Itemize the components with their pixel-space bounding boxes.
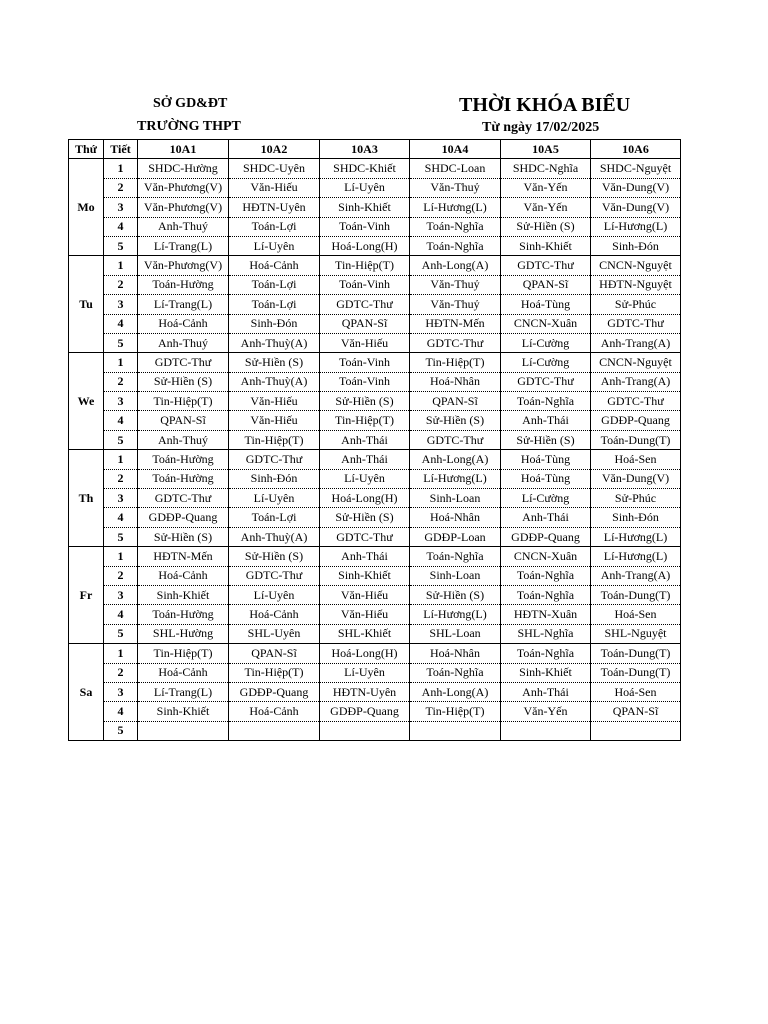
subject-cell: Sinh-Khiết — [138, 585, 229, 604]
table-row — [69, 682, 681, 701]
subject-cell: Tin-Hiệp(T) — [410, 702, 501, 721]
subject-cell: Hoá-Cảnh — [229, 605, 320, 624]
subject-cell: Sinh-Loan — [410, 566, 501, 585]
subject-cell: Hoá-Tùng — [501, 469, 591, 488]
subject-cell: GDĐP-Quang — [229, 682, 320, 701]
date-range: Từ ngày 17/02/2025 — [482, 120, 600, 135]
subject-cell: Lí-Trang(L) — [138, 682, 229, 701]
subject-cell: GDTC-Thư — [138, 353, 229, 372]
table-row — [69, 469, 681, 488]
subject-cell: Hoá-Nhân — [410, 508, 501, 527]
table-row — [69, 547, 681, 566]
subject-cell: Toán-Nghĩa — [501, 392, 591, 411]
table-row — [69, 527, 681, 546]
subject-cell: Hoá-Nhân — [410, 372, 501, 391]
period-cell: 5 — [104, 236, 138, 255]
subject-cell: SHL-Khiết — [320, 624, 410, 643]
day-cell: Sa — [69, 644, 104, 741]
table-row — [69, 489, 681, 508]
subject-cell: Sinh-Khiết — [320, 198, 410, 217]
subject-cell: Toán-Hường — [138, 605, 229, 624]
subject-cell: Lí-Hương(L) — [591, 547, 681, 566]
subject-cell: Lí-Hương(L) — [591, 527, 681, 546]
subject-cell: Văn-Dung(V) — [591, 469, 681, 488]
table-row — [69, 663, 681, 682]
subject-cell: Anh-Long(A) — [410, 682, 501, 701]
table-row — [69, 624, 681, 643]
subject-cell: Văn-Hiếu — [320, 605, 410, 624]
subject-cell: Lí-Cường — [501, 489, 591, 508]
subject-cell: Sử-Hiền (S) — [410, 411, 501, 430]
subject-cell: GDTC-Thư — [229, 450, 320, 469]
subject-cell: Anh-Thuỳ(A) — [229, 527, 320, 546]
subject-cell: GDĐP-Loan — [410, 527, 501, 546]
subject-cell: Anh-Thái — [501, 508, 591, 527]
subject-cell: HĐTN-Mến — [138, 547, 229, 566]
subject-cell: HĐTN-Xuân — [501, 605, 591, 624]
subject-cell: Anh-Thái — [320, 450, 410, 469]
subject-cell: Tin-Hiệp(T) — [320, 256, 410, 275]
table-row — [69, 314, 681, 333]
subject-cell: Lí-Uyên — [320, 663, 410, 682]
period-cell: 4 — [104, 508, 138, 527]
subject-cell: GDTC-Thư — [320, 527, 410, 546]
subject-cell: Văn-Phương(V) — [138, 198, 229, 217]
subject-cell: Hoá-Sen — [591, 605, 681, 624]
period-cell: 1 — [104, 353, 138, 372]
subject-cell: Tin-Hiệp(T) — [229, 663, 320, 682]
subject-cell: Văn-Thuỷ — [410, 275, 501, 294]
subject-cell: Toán-Lợi — [229, 217, 320, 236]
period-cell: 1 — [104, 256, 138, 275]
subject-cell: GDTC-Thư — [320, 295, 410, 314]
col-header-10a2: 10A2 — [229, 140, 320, 159]
subject-cell: Anh-Thuý — [138, 430, 229, 449]
period-cell: 2 — [104, 275, 138, 294]
table-row — [69, 392, 681, 411]
subject-cell: Sinh-Khiết — [138, 702, 229, 721]
subject-cell: Hoá-Sen — [591, 450, 681, 469]
subject-cell: CNCN-Xuân — [501, 547, 591, 566]
subject-cell: HĐTN-Uyên — [320, 682, 410, 701]
subject-cell: Lí-Hương(L) — [410, 605, 501, 624]
subject-cell: Lí-Trang(L) — [138, 295, 229, 314]
subject-cell: Sử-Hiền (S) — [501, 217, 591, 236]
table-row — [69, 256, 681, 275]
period-cell: 5 — [104, 624, 138, 643]
subject-cell: Toán-Lợi — [229, 508, 320, 527]
subject-cell: SHL-Hường — [138, 624, 229, 643]
subject-cell: Tin-Hiệp(T) — [138, 644, 229, 663]
subject-cell: Anh-Thái — [320, 430, 410, 449]
subject-cell: Toán-Lợi — [229, 275, 320, 294]
subject-cell: Toán-Nghĩa — [501, 585, 591, 604]
subject-cell: Văn-Hiếu — [229, 392, 320, 411]
subject-cell: SHDC-Khiết — [320, 159, 410, 178]
subject-cell: Hoá-Tùng — [501, 450, 591, 469]
subject-cell: Hoá-Cảnh — [229, 702, 320, 721]
subject-cell: CNCN-Nguyệt — [591, 353, 681, 372]
subject-cell: Anh-Thái — [501, 682, 591, 701]
subject-cell: Sử-Hiền (S) — [138, 372, 229, 391]
subject-cell: Văn-Phương(V) — [138, 256, 229, 275]
subject-cell: Lí-Hương(L) — [410, 469, 501, 488]
period-cell: 3 — [104, 489, 138, 508]
subject-cell: GDTC-Thư — [229, 566, 320, 585]
page-title: THỜI KHÓA BIỂU — [459, 94, 631, 116]
subject-cell: Lí-Uyên — [229, 585, 320, 604]
subject-cell: Toán-Hường — [138, 450, 229, 469]
subject-cell: Văn-Dung(V) — [591, 198, 681, 217]
subject-cell: Toán-Dung(T) — [591, 663, 681, 682]
subject-cell: Anh-Trang(A) — [591, 333, 681, 352]
subject-cell: SHDC-Loan — [410, 159, 501, 178]
subject-cell: Anh-Thái — [501, 411, 591, 430]
subject-cell: Toán-Nghĩa — [501, 566, 591, 585]
subject-cell: CNCN-Nguyệt — [591, 256, 681, 275]
subject-cell: GDĐP-Quang — [138, 508, 229, 527]
subject-cell: HĐTN-Mến — [410, 314, 501, 333]
subject-cell: QPAN-Sĩ — [320, 314, 410, 333]
subject-cell: QPAN-Sĩ — [229, 644, 320, 663]
subject-cell: SHDC-Nguyệt — [591, 159, 681, 178]
subject-cell: Anh-Trang(A) — [591, 372, 681, 391]
subject-cell: Toán-Dung(T) — [591, 430, 681, 449]
table-row — [69, 353, 681, 372]
subject-cell: Sử-Hiền (S) — [501, 430, 591, 449]
period-cell: 2 — [104, 566, 138, 585]
subject-cell: Sử-Hiền (S) — [320, 508, 410, 527]
table-row — [69, 585, 681, 604]
subject-cell: Sử-Hiền (S) — [320, 392, 410, 411]
subject-cell: Toán-Vinh — [320, 372, 410, 391]
subject-cell: Tin-Hiệp(T) — [229, 430, 320, 449]
subject-cell: Hoá-Long(H) — [320, 489, 410, 508]
subject-cell: Văn-Phương(V) — [138, 178, 229, 197]
timetable — [68, 139, 681, 741]
subject-cell: Lí-Uyên — [320, 178, 410, 197]
subject-cell: SHL-Nguyệt — [591, 624, 681, 643]
subject-cell: Sinh-Khiết — [501, 663, 591, 682]
subject-cell: Lí-Uyên — [229, 236, 320, 255]
col-header-10a4: 10A4 — [410, 140, 501, 159]
col-header-10a5: 10A5 — [501, 140, 591, 159]
subject-cell: Sử-Hiền (S) — [229, 547, 320, 566]
subject-cell: Văn-Yến — [501, 702, 591, 721]
subject-cell: Hoá-Cảnh — [138, 566, 229, 585]
subject-cell: Tin-Hiệp(T) — [138, 392, 229, 411]
subject-cell: SHL-Uyên — [229, 624, 320, 643]
table-row — [69, 217, 681, 236]
subject-cell: SHL-Loan — [410, 624, 501, 643]
subject-cell: GDTC-Thư — [591, 314, 681, 333]
subject-cell: Hoá-Cảnh — [138, 663, 229, 682]
subject-cell: Toán-Vinh — [320, 217, 410, 236]
day-cell: We — [69, 353, 104, 450]
subject-cell: Sinh-Đón — [591, 236, 681, 255]
day-cell: Th — [69, 450, 104, 547]
period-cell: 5 — [104, 721, 138, 740]
period-cell: 1 — [104, 547, 138, 566]
subject-cell: Toán-Hường — [138, 275, 229, 294]
subject-cell: Toán-Nghĩa — [501, 644, 591, 663]
subject-cell: Tin-Hiệp(T) — [320, 411, 410, 430]
col-header-10a6: 10A6 — [591, 140, 681, 159]
subject-cell: Toán-Vinh — [320, 275, 410, 294]
subject-cell: Toán-Nghĩa — [410, 663, 501, 682]
table-row — [69, 372, 681, 391]
subject-cell: GDTC-Thư — [501, 256, 591, 275]
subject-cell: GDĐP-Quang — [591, 411, 681, 430]
subject-cell: Sinh-Đón — [229, 469, 320, 488]
subject-cell: Anh-Trang(A) — [591, 566, 681, 585]
period-cell: 1 — [104, 450, 138, 469]
subject-cell: SHL-Nghĩa — [501, 624, 591, 643]
subject-cell — [410, 721, 501, 740]
subject-cell: Toán-Lợi — [229, 295, 320, 314]
subject-cell: Hoá-Cảnh — [138, 314, 229, 333]
period-cell: 4 — [104, 314, 138, 333]
subject-cell: Sinh-Đón — [591, 508, 681, 527]
table-row — [69, 236, 681, 255]
subject-cell: Toán-Nghĩa — [410, 547, 501, 566]
table-row — [69, 198, 681, 217]
subject-cell: Sinh-Loan — [410, 489, 501, 508]
header-row — [69, 140, 681, 159]
subject-cell: Văn-Thuỷ — [410, 295, 501, 314]
subject-cell: GDTC-Thư — [591, 392, 681, 411]
subject-cell: Văn-Hiếu — [320, 333, 410, 352]
subject-cell: Tin-Hiệp(T) — [410, 353, 501, 372]
subject-cell: Văn-Hiếu — [229, 411, 320, 430]
subject-cell: GDTC-Thư — [138, 489, 229, 508]
subject-cell: Lí-Trang(L) — [138, 236, 229, 255]
subject-cell: GDTC-Thư — [501, 372, 591, 391]
subject-cell: Hoá-Sen — [591, 682, 681, 701]
subject-cell: Hoá-Tùng — [501, 295, 591, 314]
subject-cell — [229, 721, 320, 740]
subject-cell: GDĐP-Quang — [501, 527, 591, 546]
subject-cell: Anh-Thuỳ(A) — [229, 333, 320, 352]
period-cell: 3 — [104, 198, 138, 217]
subject-cell — [138, 721, 229, 740]
subject-cell: QPAN-Sĩ — [501, 275, 591, 294]
period-cell: 3 — [104, 392, 138, 411]
subject-cell: Hoá-Nhân — [410, 644, 501, 663]
subject-cell: Toán-Dung(T) — [591, 585, 681, 604]
subject-cell: Văn-Hiếu — [320, 585, 410, 604]
period-cell: 4 — [104, 411, 138, 430]
department-label: SỞ GD&ĐT — [153, 96, 228, 111]
subject-cell: Toán-Vinh — [320, 353, 410, 372]
subject-cell: Hoá-Cảnh — [229, 256, 320, 275]
subject-cell: GDĐP-Quang — [320, 702, 410, 721]
subject-cell: SHDC-Uyên — [229, 159, 320, 178]
school-label: TRƯỜNG THPT — [137, 119, 241, 134]
period-cell: 2 — [104, 469, 138, 488]
table-row — [69, 450, 681, 469]
subject-cell: GDTC-Thư — [410, 333, 501, 352]
subject-cell: SHDC-Hường — [138, 159, 229, 178]
table-row — [69, 430, 681, 449]
table-row — [69, 411, 681, 430]
day-cell: Mo — [69, 159, 104, 256]
table-row — [69, 702, 681, 721]
subject-cell: Lí-Hương(L) — [591, 217, 681, 236]
subject-cell: Anh-Thuý — [138, 333, 229, 352]
period-cell: 1 — [104, 644, 138, 663]
period-cell: 3 — [104, 585, 138, 604]
period-cell: 5 — [104, 333, 138, 352]
period-cell: 2 — [104, 178, 138, 197]
subject-cell: Lí-Cường — [501, 333, 591, 352]
subject-cell: Hoá-Long(H) — [320, 236, 410, 255]
day-cell: Tu — [69, 256, 104, 353]
table-row — [69, 508, 681, 527]
subject-cell: Văn-Yến — [501, 198, 591, 217]
col-header-10a3: 10A3 — [320, 140, 410, 159]
table-row — [69, 295, 681, 314]
subject-cell: Anh-Thuỳ(A) — [229, 372, 320, 391]
subject-cell: Sinh-Khiết — [320, 566, 410, 585]
subject-cell: QPAN-Sĩ — [591, 702, 681, 721]
subject-cell: Anh-Thái — [320, 547, 410, 566]
subject-cell: Văn-Yến — [501, 178, 591, 197]
period-cell: 3 — [104, 682, 138, 701]
table-row — [69, 275, 681, 294]
subject-cell: Lí-Uyên — [229, 489, 320, 508]
period-cell: 4 — [104, 702, 138, 721]
subject-cell: Toán-Nghĩa — [410, 217, 501, 236]
table-row — [69, 721, 681, 740]
table-row — [69, 333, 681, 352]
subject-cell: Lí-Uyên — [320, 469, 410, 488]
col-header-10a1: 10A1 — [138, 140, 229, 159]
period-cell: 4 — [104, 217, 138, 236]
table-row — [69, 644, 681, 663]
subject-cell: Anh-Long(A) — [410, 450, 501, 469]
subject-cell: HĐTN-Nguyệt — [591, 275, 681, 294]
subject-cell: Lí-Cường — [501, 353, 591, 372]
subject-cell: Toán-Hường — [138, 469, 229, 488]
subject-cell: CNCN-Xuân — [501, 314, 591, 333]
table-row — [69, 178, 681, 197]
col-header-day: Thứ — [69, 140, 104, 159]
period-cell: 3 — [104, 295, 138, 314]
subject-cell: Sử-Hiền (S) — [410, 585, 501, 604]
subject-cell — [591, 721, 681, 740]
subject-cell: Sinh-Đón — [229, 314, 320, 333]
subject-cell: SHDC-Nghĩa — [501, 159, 591, 178]
period-cell: 5 — [104, 430, 138, 449]
subject-cell: Toán-Nghĩa — [410, 236, 501, 255]
subject-cell: Anh-Thuý — [138, 217, 229, 236]
subject-cell: Hoá-Long(H) — [320, 644, 410, 663]
table-row — [69, 605, 681, 624]
subject-cell: Sử-Hiền (S) — [229, 353, 320, 372]
day-cell: Fr — [69, 547, 104, 644]
subject-cell: Sinh-Khiết — [501, 236, 591, 255]
subject-cell: Văn-Thuỷ — [410, 178, 501, 197]
subject-cell: Văn-Dung(V) — [591, 178, 681, 197]
subject-cell: HĐTN-Uyên — [229, 198, 320, 217]
subject-cell: Sử-Phúc — [591, 489, 681, 508]
period-cell: 1 — [104, 159, 138, 178]
col-header-period: Tiết — [104, 140, 138, 159]
subject-cell — [320, 721, 410, 740]
subject-cell: GDTC-Thư — [410, 430, 501, 449]
table-row — [69, 566, 681, 585]
table-row — [69, 159, 681, 178]
period-cell: 2 — [104, 372, 138, 391]
period-cell: 2 — [104, 663, 138, 682]
subject-cell: Văn-Hiếu — [229, 178, 320, 197]
subject-cell: QPAN-Sĩ — [410, 392, 501, 411]
subject-cell: QPAN-Sĩ — [138, 411, 229, 430]
subject-cell: Lí-Hương(L) — [410, 198, 501, 217]
subject-cell — [501, 721, 591, 740]
subject-cell: Sử-Hiền (S) — [138, 527, 229, 546]
subject-cell: Anh-Long(A) — [410, 256, 501, 275]
period-cell: 4 — [104, 605, 138, 624]
subject-cell: Toán-Dung(T) — [591, 644, 681, 663]
period-cell: 5 — [104, 527, 138, 546]
subject-cell: Sử-Phúc — [591, 295, 681, 314]
